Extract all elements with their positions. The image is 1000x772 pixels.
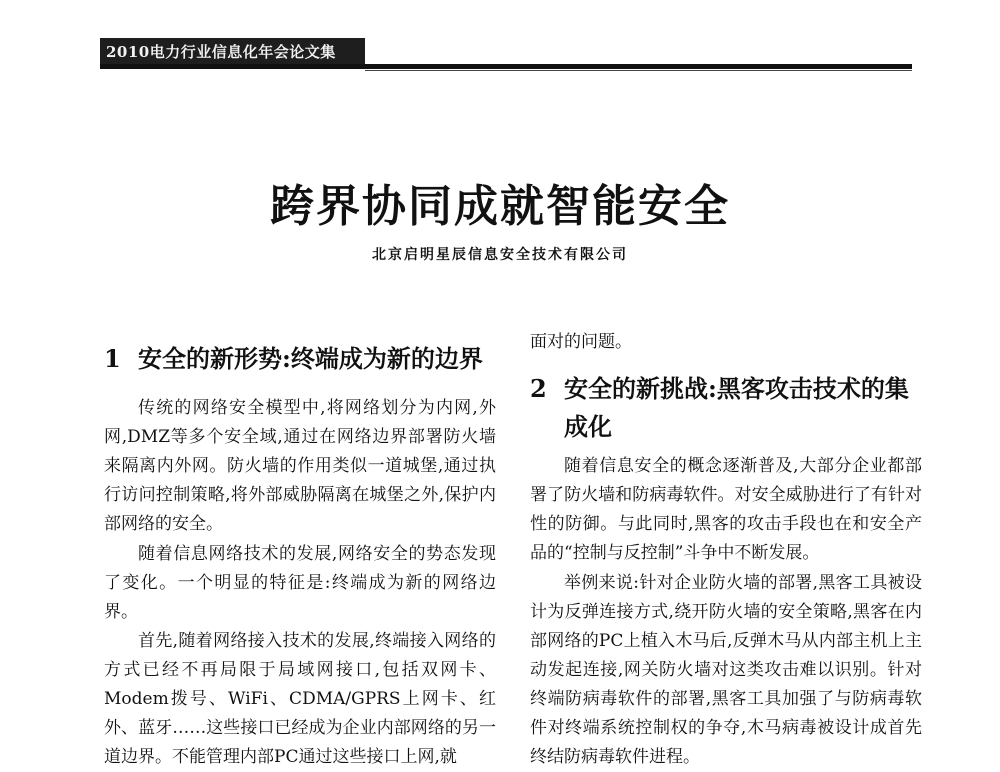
section-2-heading <box>530 370 922 446</box>
journal-name: 2010电力行业信息化年会论文集 <box>106 42 336 61</box>
paragraph: 举例来说:针对企业防火墙的部署,黑客工具被设计为反弹连接方式,绕开防火墙的安全策略,黑客在内部网络的PC上植入木马后,反弹木马从内部主机上主动发起连接,网关防火墙对这类攻击难以识别。针对终端防病毒软件的部署,黑客工具加强了与防病毒软件对终端系统控制权的争夺,木马病毒被设计成首先终结防病毒软件进程。 <box>530 573 922 767</box>
paragraph: 随着信息网络技术的发展,网络安全的势态发现了变化。一个明显的特征是:终端成为新的网络边界。 <box>104 544 496 622</box>
section-1-heading <box>104 340 496 378</box>
paper-title: 跨界协同成就智能安全 <box>270 181 730 232</box>
section-number: 1 <box>104 344 121 373</box>
running-header <box>100 38 365 64</box>
paragraph: 首先,随着网络接入技术的发展,终端接入网络的方式已经不再局限于局域网接口,包括双网卡、Modem拨号、WiFi、CDMA/GPRS上网卡、红外、蓝牙……这些接口已经成为企业内部网络的另一道边界。不能管理内部PC通过这些接口上网,就 <box>104 631 496 767</box>
header-rule <box>100 64 912 69</box>
section-number: 2 <box>530 374 547 403</box>
paragraph: 传统的网络安全模型中,将网络划分为内网,外网,DMZ等多个安全域,通过在网络边界部署防火墙来隔离内外网。防火墙的作用类似一道城堡,通过执行访问控制策略,将外部威胁隔离在城堡之外,保护内部网络的安全。 <box>104 398 496 534</box>
section-title: 安全的新形势:终端成为新的边界 <box>138 344 483 373</box>
paragraph: 随着信息安全的概念逐渐普及,大部分企业都部署了防火墙和防病毒软件。对安全威胁进行了有针对性的防御。与此同时,黑客的攻击手段也在和安全产品的“控制与反控制”斗争中不断发展。 <box>530 456 922 563</box>
section-title: 安全的新挑战:黑客攻击技术的集成化 <box>564 374 909 441</box>
continuation-text: 面对的问题。 <box>530 332 632 352</box>
author-affiliation: 北京启明星辰信息安全技术有限公司 <box>372 247 628 263</box>
header-rule-thin <box>365 70 912 71</box>
